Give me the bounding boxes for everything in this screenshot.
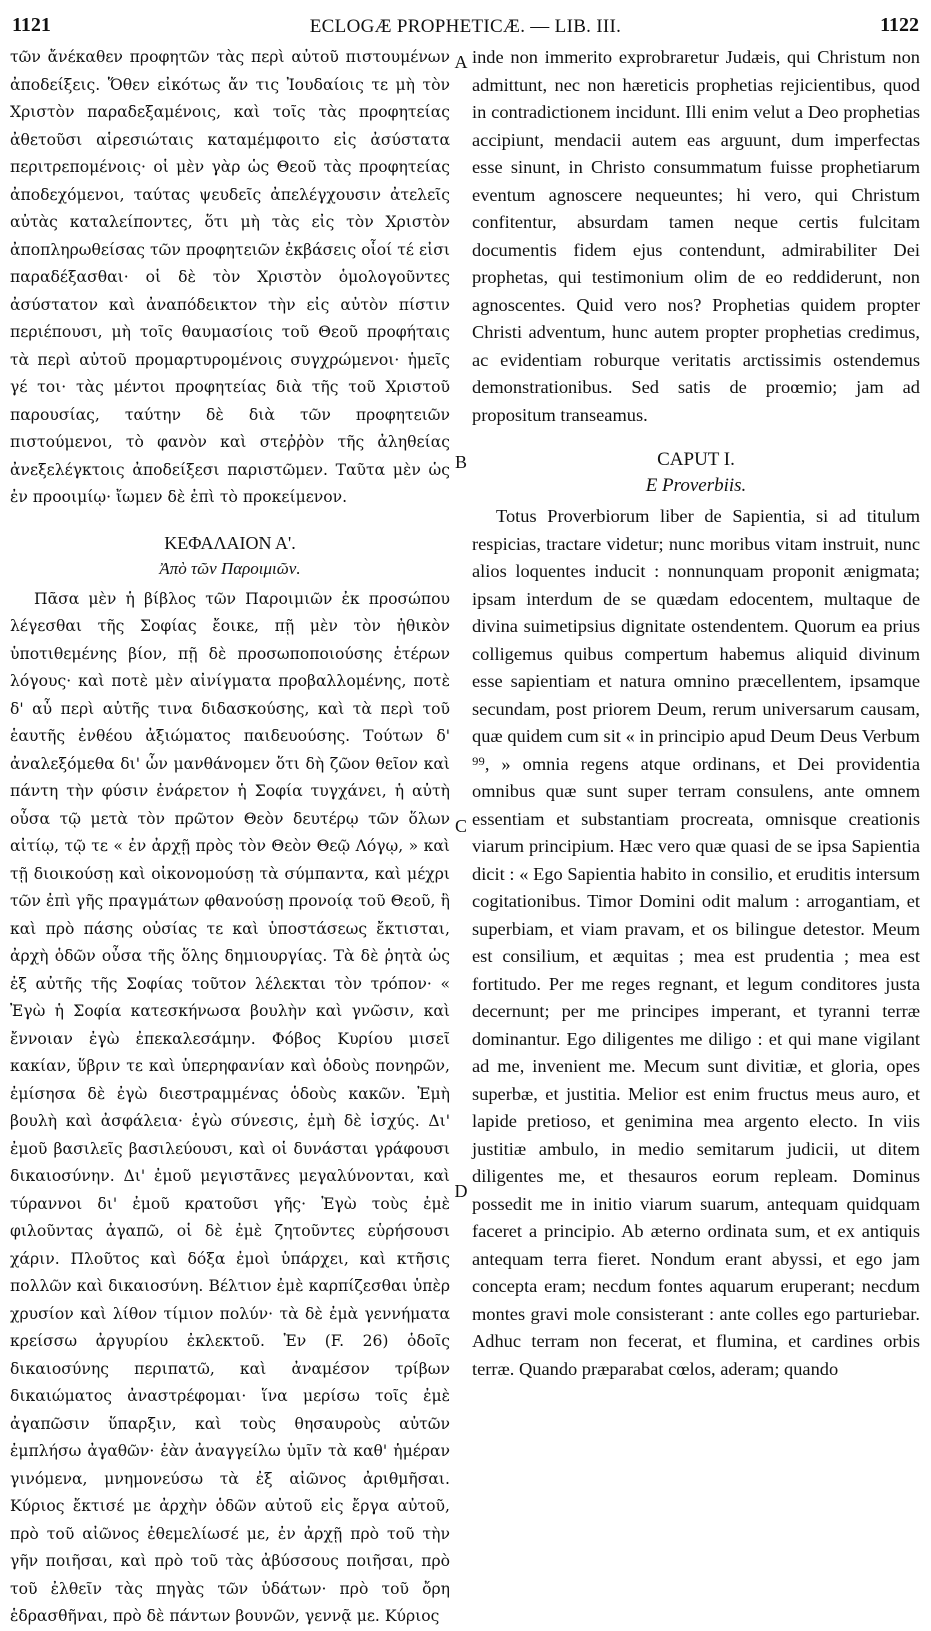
latin-column	[472, 44, 920, 1383]
margin-marker-d: D	[454, 1181, 468, 1201]
greek-body-text: Πᾶσα μὲν ἡ βίβλος τῶν Παροιμιῶν ἐκ προσώπου λέγεσθαι τῆς Σοφίας ἔοικε, πῇ μὲν τὸν ἠθικὸν ὑποτιθεμένης βίον, πῇ δὲ προσωποποιούσης ἑτέρων λόγους· καὶ ποτὲ μὲν αἰνίγματα προβαλλομένης, ποτὲ δ' αὖ περὶ αὐτῆς τινα διδασκούσης, καὶ τὰ περὶ τοῦ ἑαυτῆς ἐνθέου ἀξιώματος παιδευούσης. Τούτων δ' ἀναλεξόμεθα δι' ὧν μανθάνομεν ὅτι δὴ ζῶον θεῖον καὶ πάντη τὴν φύσιν ἐνάρετον ἡ Σοφία τυγχάνει, ἡ αὐτὴ οὖσα τῷ μετὰ τὸν πρῶτον Θεὸν δευτέρῳ τῶν ὅλων αἰτίῳ, τῷ τε « ἐν ἀρχῇ πρὸς τὸν Θεὸν Θεῷ Λόγῳ, » καὶ τῇ διοικούσῃ καὶ οἰκονομούσῃ τὰ σύμπαντα, καὶ μέχρι τῶν ἐπὶ γῆς πραγμάτων φθανούσῃ προνοίᾳ τοῦ Θεοῦ, ἣ καὶ πρὸ πάσης οὐσίας τε καὶ ὑποστάσεως ἔκτισται, ἀρχὴ ὁδῶν οὖσα τῆς ὅλης δημιουργίας. Τὰ δὲ ῥητὰ ὡς ἐξ αὐτῆς τῆς Σοφίας τοῦτον λέλεκται τὸν τρόπον· « Ἐγὼ ἡ Σοφία κατεσκήνωσα βουλὴν καὶ γνῶσιν, καὶ ἔννοιαν ἐγὼ ἐπεκαλεσάμην. Φόβος Κυρίου μισεῖ κακίαν, ὕβριν τε καὶ ὑπερηφανίαν καὶ ὁδοὺς πονηρῶν, ἐμίσησα δὲ ἐγὼ διεστραμμένας ὁδοὺς κακῶν. Ἐμὴ βουλὴ καὶ ἀσφάλεια· ἐγὼ σύνεσις, ἐμὴ δὲ ἰσχύς. Δι' ἐμοῦ βασιλεῖς βασιλεύουσι, καὶ οἱ δυνάσται γράφουσι δικαιοσύνην. Δι' ἐμοῦ μεγιστᾶνες μεγαλύνονται, καὶ τύραννοι δι' ἐμοῦ κρατοῦσι γῆς· Ἐγὼ τοὺς ἐμὲ φιλοῦντας ἀγαπῶ, οἱ δὲ ἐμὲ ζητοῦντες εὑρήσουσι χάριν. Πλοῦτος καὶ δόξα ἐμοὶ ὑπάρχει, καὶ κτῆσις πολλῶν καὶ δικαιοσύνη. Βέλτιον ἐμὲ καρπίζεσθαι ὑπὲρ χρυσίον καὶ λίθον τίμιον πολύν· τὰ δὲ ἐμὰ γεννήματα κρείσσω ἀργυρίου ἐκλεκτοῦ. Ἐν (F. 26) ὁδοῖς δικαιοσύνης περιπατῶ, καὶ ἀναμέσον τρίβων δικαιώματος ἀναστρέφομαι· ἵνα μερίσω τοῖς ἐμὲ ἀγαπῶσιν ὕπαρξιν, καὶ τοὺς θησαυροὺς αὐτῶν ἐμπλήσω ἀγαθῶν· ἐὰν ἀναγγείλω ὑμῖν τὰ καθ' ἡμέραν γινόμενα, μνημονεύσω τὰ ἐξ αἰῶνος ἀριθμῆσαι. Κύριος ἔκτισέ με ἀρχὴν ὁδῶν αὐτοῦ εἰς ἔργα αὐτοῦ, πρὸ τοῦ αἰῶνος ἐθεμελίωσέ με, ἐν ἀρχῇ πρὸ τοῦ τὴν γῆν ποιῆσαι, καὶ πρὸ τοῦ τὰς ἀβύσσους ποιῆσαι, πρὸ τοῦ ἐλθεῖν τὰς πηγὰς τῶν ὑδάτων· πρὸ τοῦ ὄρη ἑδρασθῆναι, πρὸ δὲ πάντων βουνῶν, γεννᾷ με. Κύριος	[10, 589, 450, 1625]
margin-marker-b: B	[454, 452, 467, 472]
running-title: ECLOGÆ PROPHETICÆ. — LIB. III.	[309, 16, 622, 37]
latin-chapter-heading: CAPUT I.	[657, 449, 735, 470]
page-header	[12, 14, 919, 42]
greek-column	[10, 44, 450, 1631]
margin-marker-c: C	[454, 816, 467, 836]
greek-chapter-heading: ΚΕΦΑΛΑΙΟΝ Α'.	[164, 532, 296, 553]
page-number-right: 1122	[880, 14, 919, 36]
margin-marker-a: A	[454, 52, 468, 72]
greek-chapter-subtitle: Ἀπὸ τῶν Παροιμιῶν.	[159, 558, 301, 578]
latin-intro-text: inde non immerito exprobraretur Judæis, qui Christum non admittunt, nec non hæreticis prophetias rejicientibus, quod in contradictionem incidunt. Illi enim velut a Deo prophetias accipiunt, mendacii autem eas arguunt, dum imperfectas esse sinunt, in Christo consummatum fuisse prophetiarum eventum agnoscere nequeuntes; hi vero, qui Christum confitentur, absurdam tamen neque certis fulcitam documentis fidem ejus contendunt, admirabiliter Dei prophetas, qui testimonium olim de eo reddiderunt, non agnoscentes. Quid vero nos? Prophetias quidem propter Christi adventum, hunc autem propter prophetias credimus, ac evidentiam roburque veritatis arctissimis ostendemus demonstrationibus. Sed satis de proœmio; jam ad propositum transeamus.	[472, 47, 920, 425]
latin-chapter-subtitle: E Proverbiis.	[645, 475, 747, 496]
page-number-left: 1121	[12, 14, 51, 36]
greek-intro-text: τῶν ἄνέκαθεν προφητῶν τὰς περὶ αὐτοῦ πιστουμένων ἀποδείξεις. Ὅθεν εἰκότως ἄν τις Ἰουδαίοις τε μὴ τὸν Χριστὸν παραδεξαμένοις, καὶ τοῖς τὰς προφητείας ἀθετοῦσι αἱρεσιώταις καταμέμφοιτο εἰς ἀσύστατα περιτρεπομένοις· οἱ μὲν γὰρ ὡς Θεοῦ τὰς προφητείας ἀποδεχόμενοι, ταύτας ψευδεῖς ἀπελέγχουσιν ἀτελεῖς αὐτὰς καταλείποντες, ὅτι μὴ τὰς εἰς τὸν Χριστὸν ἀποπληρωθείσας τῶν προφητειῶν ἐκβάσεις οἷοί τέ εἰσι παραδέξασθαι· οἱ δὲ τὸν Χριστὸν ὁμολογοῦντες ἀσύστατον καὶ ἀναπόδεικτον τὴν εἰς αὐτὸν πίστιν περιέπουσι, μὴ τοῖς θαυμασίοις τοῦ Θεοῦ προφήταις τὰ περὶ αὐτοῦ προμαρτυρομένοις συγχρώμενοι· ἡμεῖς γέ τοι· τὰς μέντοι προφητείας διὰ τῆς τοῦ Χριστοῦ παρουσίας, ταύτην δὲ διὰ τῶν προφητειῶν πιστούμενοι, τὸ φανὸν καὶ στεῤῥὸν τῆς ἀληθείας ἀνεξελέγκτοις ἀποδείξεσι παριστῶμεν. Ταῦτα μὲν ὡς ἐν προοιμίῳ· ἴωμεν δὲ ἐπὶ τὸ προκείμενον.	[10, 48, 450, 506]
latin-body-text: Totus Proverbiorum liber de Sapientia, si ad titulum respicias, tractare videtur; nunc moribus vitam instruit, nunc alios loquentes inducit : nonnunquam proponit ænigmata; ipsam interdum de se quædam edocentem, multaque de divina suimetipsius dignitate ostendentem. Quorum ea prius colligemus quibus compertum habemus aliquid divinum esse sapientiam et natura omnino præcellentem, ipsamque secundam, post priorem Deum, rerum universarum causam, quæ quidem cum sit « in principio apud Deum Deus Verbum ⁹⁹, » omnia regens atque ordinans, et Dei providentia omnibus quæ sunt super terram consulens, ante omnem essentiam et substantiam procreata, omnisque creationis viarum principium. Hæc vero quæ quasi de se ipsa Sapientia dicit : « Ego Sapientia habito in consilio, et eruditis intersum cogitationibus. Timor Domini odit malum : arrogantiam, et superbiam, et viam pravam, et os bilingue detestor. Meum est consilium, et æquitas ; mea est prudentia ; mea est fortitudo. Per me reges regnant, et legum conditores justa decernunt; per me principes imperant, et tyranni terræ dominantur. Ego diligentes me diligo : et qui mane vigilant ad me, invenient me. Mecum sunt divitiæ, et gloria, opes superbæ, et justitia. Melior est enim fructus meus auro, et lapide pretioso, et genimina mea argento electo. In viis justitiæ ambulo, in medio semitarum judicii, ut ditem diligentes me, et thesauros eorum repleam. Dominus possedit me in initio viarum suarum, antequam quidquam faceret a principio. Ab æterno ordinata sum, et ex antiquis antequam terra fieret. Nondum erant abyssi, et ego jam concepta eram; necdum fontes aquarum eruperant; necdum montes gravi mole consisterant : ante colles ego parturiebar. Adhuc terram non fecerat, et flumina, et cardines orbis terræ. Quando præparabat cœlos, aderam; quando	[472, 506, 920, 1379]
